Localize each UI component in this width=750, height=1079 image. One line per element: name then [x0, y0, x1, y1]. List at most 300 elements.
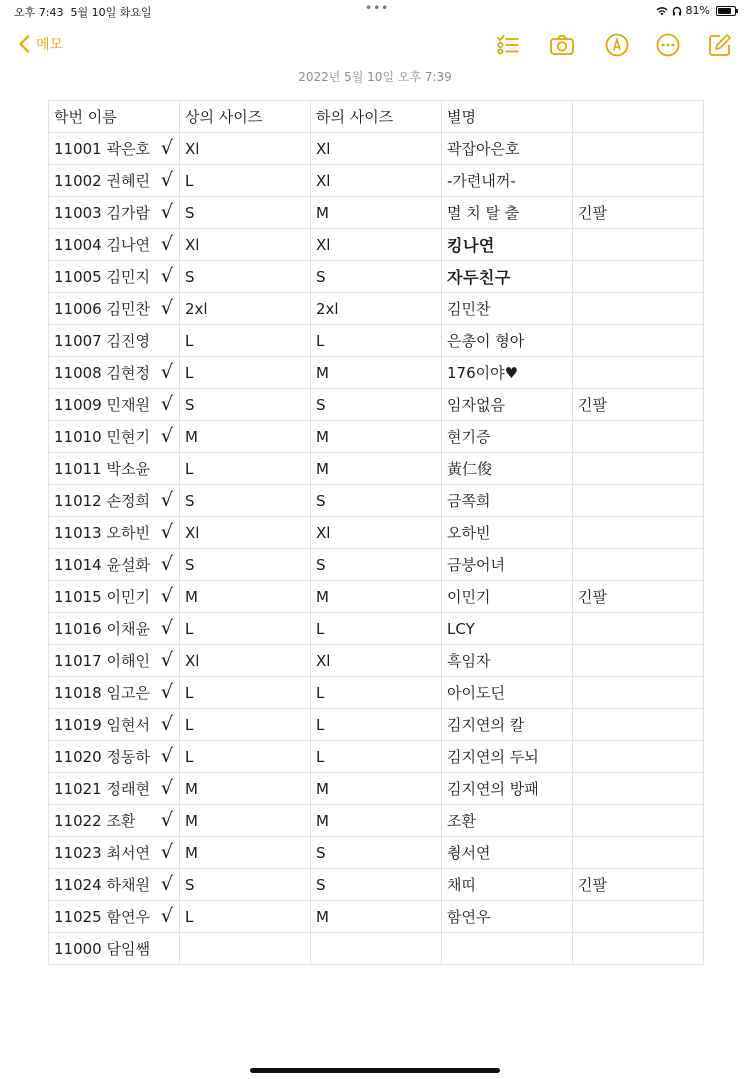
table-cell[interactable] [49, 581, 180, 613]
cell-text: L [316, 747, 325, 766]
table-cell[interactable] [180, 389, 311, 421]
check-mark: √ [160, 809, 173, 831]
cell-text: 2xl [185, 299, 208, 318]
table-row [49, 645, 704, 677]
cell-text: L [316, 715, 325, 734]
cell-text: L [316, 683, 325, 702]
table-cell[interactable] [442, 197, 573, 229]
table-cell[interactable] [573, 837, 704, 869]
cell-text: 11024 하채원 [54, 876, 150, 894]
check-mark: √ [160, 841, 173, 863]
cell-text: 아이도딘 [447, 684, 505, 702]
check-mark: √ [160, 521, 173, 543]
table-cell[interactable] [311, 229, 442, 261]
cell-text: 11006 김민찬 [54, 300, 150, 318]
table-cell[interactable] [311, 357, 442, 389]
cell-text: S [185, 555, 195, 574]
cell-text: L [185, 171, 194, 190]
table-cell[interactable] [573, 709, 704, 741]
table-cell[interactable] [573, 421, 704, 453]
table-cell[interactable] [311, 581, 442, 613]
cell-text: 오하빈 [447, 524, 491, 542]
header-text: 별명 [447, 108, 476, 126]
cell-text: 11019 임현서 [54, 716, 150, 734]
status-bar [0, 0, 750, 22]
cell-text: 176이야♥ [447, 364, 519, 382]
table-cell[interactable] [311, 165, 442, 197]
table-cell[interactable] [180, 165, 311, 197]
table-cell[interactable] [49, 741, 180, 773]
checklist-icon [495, 32, 521, 58]
check-mark: √ [160, 905, 173, 927]
table-cell[interactable] [49, 549, 180, 581]
check-mark: √ [160, 137, 173, 159]
table-row [49, 805, 704, 837]
table-cell[interactable] [49, 869, 180, 901]
cell-text: 11015 이민기 [54, 588, 150, 606]
more-button[interactable] [655, 32, 681, 58]
cell-text: 11014 윤설화 [54, 556, 150, 574]
table-cell[interactable] [180, 677, 311, 709]
check-mark: √ [160, 169, 173, 191]
cell-text: L [185, 683, 194, 702]
table-header-cell[interactable] [180, 101, 311, 133]
table-cell[interactable] [573, 773, 704, 805]
notes-toolbar [0, 28, 750, 62]
table-cell[interactable] [311, 773, 442, 805]
cell-text: 11008 김현정 [54, 364, 150, 382]
cell-text: 11020 정동하 [54, 748, 150, 766]
chevron-left-icon [18, 35, 30, 53]
cell-text: Xl [316, 651, 331, 670]
check-mark: √ [160, 713, 173, 735]
cell-text: S [316, 555, 326, 574]
cell-text: Xl [185, 235, 200, 254]
table-cell[interactable] [180, 325, 311, 357]
table-cell[interactable] [442, 933, 573, 965]
cell-text: 임자없음 [447, 396, 505, 414]
table-cell[interactable] [49, 165, 180, 197]
table-cell[interactable] [311, 197, 442, 229]
cell-text: S [316, 491, 326, 510]
table-cell[interactable] [180, 197, 311, 229]
table-cell[interactable] [442, 517, 573, 549]
markup-pen-icon [604, 32, 630, 58]
table-row [49, 389, 704, 421]
cell-text: 김지연의 칼 [447, 716, 525, 734]
table-cell[interactable] [311, 293, 442, 325]
more-icon [655, 32, 681, 58]
table-row [49, 197, 704, 229]
cell-text: 11009 민재원 [54, 396, 150, 414]
table-cell[interactable] [442, 261, 573, 293]
table-cell[interactable] [442, 901, 573, 933]
table-row [49, 901, 704, 933]
cell-text: 김지연의 방패 [447, 780, 539, 798]
table-cell[interactable] [442, 421, 573, 453]
table-header-cell[interactable] [442, 101, 573, 133]
table-cell[interactable] [442, 741, 573, 773]
cell-text: 11004 김나연 [54, 236, 150, 254]
cell-text: L [185, 459, 194, 478]
cell-text: Xl [185, 139, 200, 158]
table-cell[interactable] [442, 389, 573, 421]
cell-text: 함연우 [447, 908, 491, 926]
table-cell[interactable] [311, 261, 442, 293]
table-cell[interactable] [180, 581, 311, 613]
cell-text: S [185, 875, 195, 894]
cell-text: M [316, 907, 329, 926]
multitasking-dots[interactable]: ••• [365, 1, 390, 15]
cell-text: 11003 김가람 [54, 204, 150, 222]
table-cell[interactable] [573, 165, 704, 197]
table-cell[interactable] [573, 581, 704, 613]
table-cell[interactable] [311, 901, 442, 933]
table-cell[interactable] [311, 549, 442, 581]
table-cell[interactable] [180, 453, 311, 485]
table-row [49, 549, 704, 581]
cell-text: S [185, 395, 195, 414]
size-table-body [49, 101, 704, 965]
table-cell[interactable] [180, 613, 311, 645]
table-row [49, 325, 704, 357]
cell-text: 11005 김민지 [54, 268, 150, 286]
cell-text: S [185, 203, 195, 222]
table-cell[interactable] [311, 837, 442, 869]
cell-text: L [185, 715, 194, 734]
table-row [49, 165, 704, 197]
cell-text: M [316, 587, 329, 606]
cell-text: S [316, 843, 326, 862]
cell-text: 11013 오하빈 [54, 524, 150, 542]
cell-text: S [316, 267, 326, 286]
table-row [49, 709, 704, 741]
cell-text: M [185, 587, 198, 606]
home-indicator[interactable] [250, 1068, 500, 1073]
table-cell[interactable] [49, 197, 180, 229]
table-cell[interactable] [49, 261, 180, 293]
cell-text: 11000 담임쌤 [54, 940, 150, 958]
table-cell[interactable] [311, 869, 442, 901]
table-cell[interactable] [180, 133, 311, 165]
table-cell[interactable] [180, 421, 311, 453]
table-header-cell[interactable] [311, 101, 442, 133]
check-mark: √ [160, 585, 173, 607]
table-cell[interactable] [442, 453, 573, 485]
cell-text: 11023 최서연 [54, 844, 150, 862]
table-cell[interactable] [573, 133, 704, 165]
table-cell[interactable] [573, 293, 704, 325]
table-header-row [49, 101, 704, 133]
status-date: 5월 10일 화요일 [70, 6, 152, 19]
battery-percent: 81% [685, 4, 710, 17]
check-mark: √ [160, 649, 173, 671]
back-button[interactable] [18, 34, 63, 54]
table-cell[interactable] [180, 933, 311, 965]
cell-text: 은총이 형아 [447, 332, 525, 350]
table-row [49, 357, 704, 389]
table-row [49, 773, 704, 805]
cell-text: 긴팔 [578, 204, 607, 222]
cell-text: 곽잡아은호 [447, 140, 520, 158]
table-cell[interactable] [573, 325, 704, 357]
table-cell[interactable] [311, 325, 442, 357]
table-cell[interactable] [180, 741, 311, 773]
table-cell[interactable] [573, 613, 704, 645]
table-header-cell[interactable] [573, 101, 704, 133]
cell-text: 11012 손정희 [54, 492, 150, 510]
cell-text: 이민기 [447, 588, 491, 606]
note-date: 2022년 5월 10일 오후 7:39 [298, 70, 452, 84]
table-cell[interactable] [49, 901, 180, 933]
table-cell[interactable] [311, 677, 442, 709]
cell-text: L [185, 907, 194, 926]
table-cell[interactable] [180, 549, 311, 581]
table-row [49, 485, 704, 517]
table-cell[interactable] [49, 421, 180, 453]
table-cell[interactable] [49, 517, 180, 549]
camera-button[interactable] [549, 32, 575, 58]
table-cell[interactable] [573, 645, 704, 677]
compose-button[interactable] [707, 32, 733, 58]
cell-text: S [185, 491, 195, 510]
cell-text: Xl [185, 651, 200, 670]
table-cell[interactable] [442, 229, 573, 261]
wifi-icon [656, 6, 668, 16]
table-cell[interactable] [180, 805, 311, 837]
table-cell[interactable] [573, 805, 704, 837]
table-cell[interactable] [49, 389, 180, 421]
table-cell[interactable] [311, 709, 442, 741]
table-row [49, 741, 704, 773]
table-cell[interactable] [573, 261, 704, 293]
cell-text: Xl [185, 523, 200, 542]
cell-text: M [316, 427, 329, 446]
table-cell[interactable] [180, 901, 311, 933]
table-cell[interactable] [180, 517, 311, 549]
cell-text: Xl [316, 523, 331, 542]
cell-text: 채띠 [447, 876, 476, 894]
cell-text: Xl [316, 139, 331, 158]
table-cell[interactable] [442, 805, 573, 837]
table-cell[interactable] [573, 677, 704, 709]
table-cell[interactable] [573, 453, 704, 485]
check-mark: √ [160, 777, 173, 799]
table-cell[interactable] [49, 837, 180, 869]
table-cell[interactable] [311, 389, 442, 421]
size-table[interactable] [48, 100, 704, 965]
cell-text: M [316, 203, 329, 222]
table-cell[interactable] [573, 389, 704, 421]
table-cell[interactable] [311, 805, 442, 837]
table-row [49, 293, 704, 325]
table-cell[interactable] [311, 741, 442, 773]
status-time-date [14, 4, 152, 20]
cell-text: LCY [447, 619, 475, 638]
table-cell[interactable] [49, 133, 180, 165]
table-cell[interactable] [442, 581, 573, 613]
cell-text: M [316, 459, 329, 478]
table-cell[interactable] [49, 485, 180, 517]
table-cell[interactable] [442, 325, 573, 357]
table-cell[interactable] [180, 837, 311, 869]
cell-text: S [316, 875, 326, 894]
table-row [49, 517, 704, 549]
table-cell[interactable] [442, 613, 573, 645]
table-cell[interactable] [49, 293, 180, 325]
cell-text: 긴팔 [578, 396, 607, 414]
table-cell[interactable] [311, 613, 442, 645]
table-cell[interactable] [573, 549, 704, 581]
table-cell[interactable] [180, 261, 311, 293]
table-row [49, 133, 704, 165]
table-cell[interactable] [49, 773, 180, 805]
check-mark: √ [160, 617, 173, 639]
table-cell[interactable] [49, 933, 180, 965]
table-cell[interactable] [49, 357, 180, 389]
table-header-cell[interactable] [49, 101, 180, 133]
cell-text: 11017 이해인 [54, 652, 150, 670]
table-cell[interactable] [311, 933, 442, 965]
cell-text: 조환 [447, 812, 476, 830]
cell-text: M [316, 811, 329, 830]
table-cell[interactable] [180, 293, 311, 325]
table-cell[interactable] [573, 741, 704, 773]
table-row [49, 837, 704, 869]
cell-text: L [185, 747, 194, 766]
table-cell[interactable] [180, 645, 311, 677]
camera-icon [549, 32, 575, 58]
cell-text: 킹나연 [447, 236, 495, 255]
table-row [49, 421, 704, 453]
cell-text: L [185, 619, 194, 638]
cell-text: S [316, 395, 326, 414]
status-right [656, 4, 736, 17]
cell-text: 췽서연 [447, 844, 491, 862]
table-cell[interactable] [573, 357, 704, 389]
table-cell[interactable] [49, 325, 180, 357]
cell-text: 11001 곽은호 [54, 140, 150, 158]
table-cell[interactable] [180, 229, 311, 261]
table-row [49, 229, 704, 261]
table-cell[interactable] [49, 229, 180, 261]
table-cell[interactable] [573, 229, 704, 261]
table-cell[interactable] [180, 869, 311, 901]
cell-text: 긴팔 [578, 588, 607, 606]
table-cell[interactable] [442, 837, 573, 869]
table-cell[interactable] [442, 133, 573, 165]
compose-icon [707, 32, 733, 58]
check-mark: √ [160, 873, 173, 895]
table-cell[interactable] [442, 677, 573, 709]
table-cell[interactable] [442, 293, 573, 325]
cell-text: L [185, 363, 194, 382]
markup-button[interactable] [604, 32, 630, 58]
table-cell[interactable] [442, 645, 573, 677]
cell-text: Xl [316, 171, 331, 190]
table-cell[interactable] [573, 485, 704, 517]
cell-text: 11002 권혜린 [54, 172, 150, 190]
table-cell[interactable] [311, 453, 442, 485]
table-cell[interactable] [49, 805, 180, 837]
table-cell[interactable] [311, 421, 442, 453]
check-mark: √ [160, 681, 173, 703]
table-cell[interactable] [49, 453, 180, 485]
cell-text: 흑임자 [447, 652, 491, 670]
cell-text: 김민찬 [447, 300, 491, 318]
table-cell[interactable] [573, 901, 704, 933]
cell-text: 11018 임고은 [54, 684, 150, 702]
header-text: 하의 사이즈 [316, 108, 394, 126]
table-cell[interactable] [442, 773, 573, 805]
table-cell[interactable] [311, 517, 442, 549]
table-cell[interactable] [49, 645, 180, 677]
check-mark: √ [160, 553, 173, 575]
cell-text: 금붕어녀 [447, 556, 505, 574]
cell-text: S [185, 267, 195, 286]
header-text: 학번 이름 [54, 108, 117, 126]
cell-text: 11021 정래현 [54, 780, 150, 798]
table-cell[interactable] [311, 645, 442, 677]
table-cell[interactable] [442, 869, 573, 901]
cell-text: 2xl [316, 299, 339, 318]
table-row [49, 581, 704, 613]
check-mark: √ [160, 489, 173, 511]
table-cell[interactable] [573, 517, 704, 549]
cell-text: 김지연의 두뇌 [447, 748, 539, 766]
battery-icon [716, 6, 736, 16]
table-cell[interactable] [180, 357, 311, 389]
cell-text: 黃仁俊 [447, 460, 493, 478]
cell-text: 현기증 [447, 428, 491, 446]
cell-text: 11025 함연우 [54, 908, 150, 926]
table-row [49, 613, 704, 645]
table-cell[interactable] [442, 165, 573, 197]
cell-text: 11007 김진영 [54, 332, 150, 350]
table-cell[interactable] [180, 485, 311, 517]
table-cell[interactable] [573, 933, 704, 965]
table-cell[interactable] [311, 485, 442, 517]
table-cell[interactable] [311, 133, 442, 165]
table-cell[interactable] [180, 773, 311, 805]
header-text: 상의 사이즈 [185, 108, 263, 126]
cell-text: M [316, 779, 329, 798]
table-cell[interactable] [442, 357, 573, 389]
cell-text: M [316, 363, 329, 382]
headphones-icon [672, 6, 682, 16]
cell-text: 11022 조환 [54, 812, 136, 830]
table-cell[interactable] [49, 677, 180, 709]
cell-text: L [185, 331, 194, 350]
table-cell[interactable] [573, 869, 704, 901]
check-mark: √ [160, 201, 173, 223]
table-cell[interactable] [442, 485, 573, 517]
table-cell[interactable] [573, 197, 704, 229]
table-cell[interactable] [49, 709, 180, 741]
checklist-button[interactable] [495, 32, 521, 58]
cell-text: 금쪽희 [447, 492, 491, 510]
cell-text: 11010 민현기 [54, 428, 150, 446]
table-cell[interactable] [180, 709, 311, 741]
table-cell[interactable] [442, 549, 573, 581]
check-mark: √ [160, 361, 173, 383]
table-cell[interactable] [442, 709, 573, 741]
cell-text: M [185, 427, 198, 446]
cell-text: 긴팔 [578, 876, 607, 894]
check-mark: √ [160, 745, 173, 767]
table-cell[interactable] [49, 613, 180, 645]
check-mark: √ [160, 393, 173, 415]
